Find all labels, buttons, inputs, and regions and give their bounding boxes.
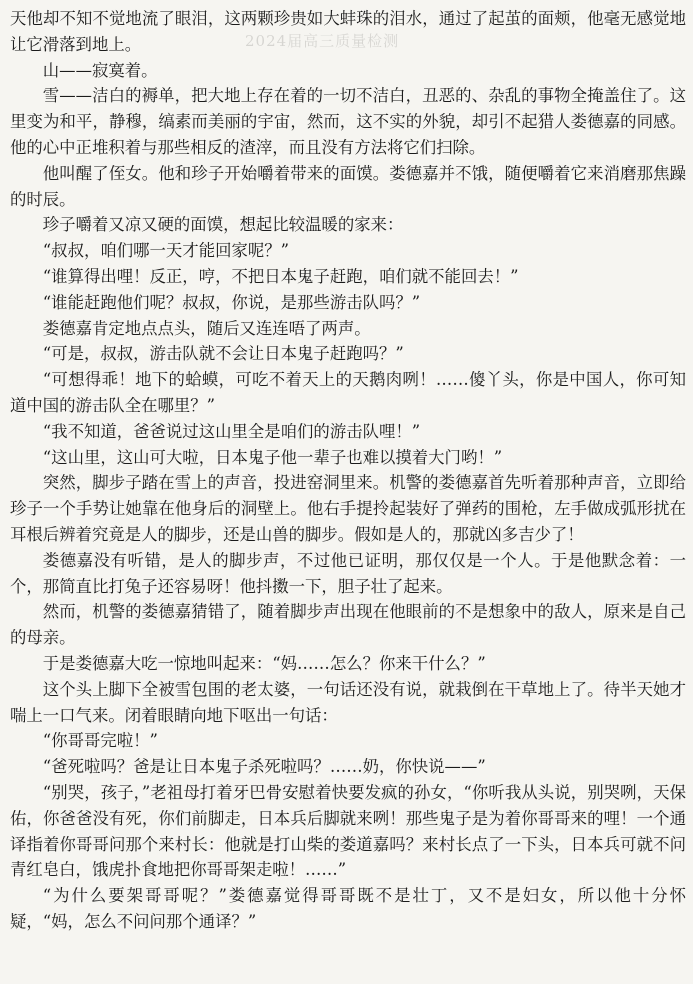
- paragraph: 然而，机警的娄德嘉猜错了，随着脚步声出现在他眼前的不是想象中的敌人，原来是自己的母亲。: [10, 602, 686, 648]
- paragraph: “可是，叔叔，游击队就不会让日本鬼子赶跑吗？”: [42, 344, 404, 364]
- paragraph: 他叫醒了侄女。他和珍子开始嚼着带来的面馍。娄德嘉并不饿，随便嚼着它来消磨那焦躁的时辰。: [10, 163, 686, 209]
- paragraph: 突然，脚步子踏在雪上的声音，投进窑洞里来。机警的娄德嘉首先听着那种声音，立即给珍子一个手势让她靠在他身后的洞壁上。他右手提拎起装好了弹药的围枪，左手做成弧形扰在耳根后辨着究竟是人的脚步，还是山兽的脚步。假如是人的，那就凶多吉少了！: [10, 473, 686, 544]
- paragraph: 珍子嚼着又凉又硬的面馍，想起比较温暖的家来：: [42, 215, 404, 235]
- faded-header-watermark: 2024届高三质量检测: [245, 32, 400, 50]
- paragraph: 娄德嘉没有听错，是人的脚步声，不过他已证明，那仅仅是一个人。于是他默念着：一个，那简直比打兔子还容易呀！他抖擞一下，胆子壮了起来。: [10, 550, 686, 596]
- paragraph: “为什么要架哥哥呢？”娄德嘉觉得哥哥既不是壮丁，又不是妇女，所以他十分怀疑，“妈，怎么不问问那个通译？”: [10, 886, 686, 931]
- paragraph: 天他却不知不觉地流了眼泪，这两颗珍贵如大蚌珠的泪水，通过了起茧的面颊，他毫无感觉地让它滑落到地上。: [10, 9, 686, 54]
- paragraph: 于是娄德嘉大吃一惊地叫起来：“妈……怎么？你来干什么？”: [42, 653, 486, 673]
- paragraph: “别哭，孩子，”老祖母打着牙巴骨安慰着快要发疯的孙女，“你听我从头说，别哭咧，天保佑，你爸爸没有死，你们前脚走，日本兵后脚就来咧！那些鬼子是为着你哥哥来的哩！一个通译指着你哥哥问那个来村长：他就是打山柴的娄道嘉吗？来村长点了一下头，日本兵可就不问青红皂白，饿虎扑食地把你哥哥架走啦！……”: [10, 782, 686, 880]
- paragraph: “这山里，这山可大啦，日本鬼子他一辈子也难以摸着大门哟！”: [42, 447, 503, 467]
- paragraph: “可想得乖！地下的蛤蟆，可吃不着天上的天鹅肉咧！……傻丫头，你是中国人，你可知道中国的游击队全在哪里？”: [10, 370, 686, 415]
- paragraph: 这个头上脚下全被雪包围的老太婆，一句话还没有说，就栽倒在干草地上了。待半天她才喘上一口气来。闭着眼睛向地下呕出一句话：: [10, 679, 686, 725]
- paragraph: 山——寂寞着。: [42, 60, 158, 80]
- paragraph: “叔叔，咱们哪一天才能回家呢？”: [42, 241, 290, 261]
- paragraph: “谁能赶跑他们呢？叔叔，你说，是那些游击队吗？”: [42, 292, 421, 312]
- paragraph: “我不知道，爸爸说过这山里全是咱们的游击队哩！”: [42, 421, 421, 441]
- paragraph: “爸死啦吗？爸是让日本鬼子杀死啦吗？……奶，你快说——”: [42, 757, 486, 777]
- document-page: [10, 6, 686, 935]
- paragraph: “你哥哥完啦！”: [42, 731, 158, 751]
- paragraph: 雪——洁白的褥单，把大地上存在着的一切不洁白，丑恶的、杂乱的事物全掩盖住了。这里变为和平，静穆，缟素而美丽的宇宙，然而，这不实的外貌，却引不起猎人娄德嘉的同感。他的心中正堆积着与那些相反的渣滓，而且没有方法将它们扫除。: [10, 86, 686, 157]
- paragraph: 娄德嘉肯定地点点头，随后又连连唔了两声。: [42, 318, 371, 338]
- paragraph: “谁算得出哩！反正，哼，不把日本鬼子赶跑，咱们就不能回去！”: [42, 266, 519, 286]
